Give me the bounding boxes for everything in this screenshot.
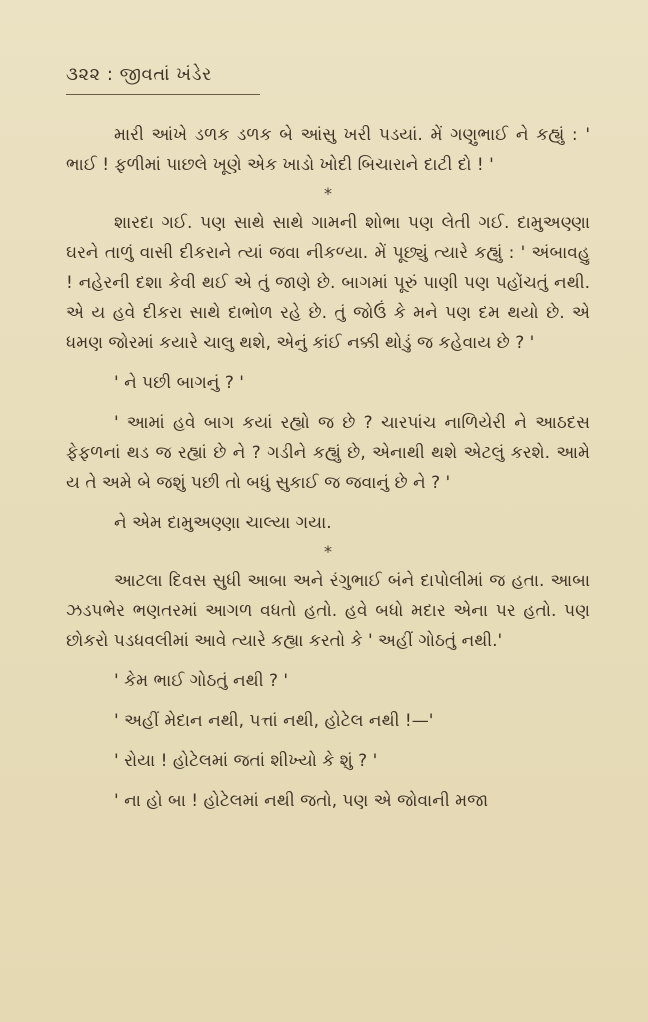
paragraph: શારદા ગઈ. પણ સાથે સાથે ગામની શોભા પણ લેતી ગઈ. દામુઅણ્ણા ઘરને તાળું વાસી દીકરાને ત્યાં જવા નીકળ્યા. મેં પૂછ્યું ત્યારે કહ્યું : ' અંબાવહુ ! નહેરની દશા કેવી થઈ એ તું જાણે છે. બાગમાં પૂરું પાણી પણ પહોંચતું નથી. એ ય હવે દીકરા સાથે દાભોળ રહે છે. તું જોઉં કે મને પણ દમ થયો છે. એ ધમણ જોરમાં કયારે ચાલુ થશે, એનું કાંઈ નક્કી થોડું જ કહેવાય છે ? ' xyxy=(66,213,590,353)
paragraph-gap xyxy=(66,736,590,746)
section-divider: * xyxy=(324,542,332,561)
section-divider: * xyxy=(324,184,332,203)
chapter-title: જીવતાં ખંડેર xyxy=(119,64,212,85)
paragraph-gap xyxy=(66,398,590,408)
paragraph: ' આમાં હવે બાગ કયાં રહ્યો જ છે ? ચારપાંચ નાળિયેરી ને આઠદસ ફેફળનાં થડ જ રહ્યાં છે ને ? ગડીને કહ્યું છે, એનાથી થશે એટલું કરશે. આમે ય તે અમે બે જશું પછી તો બધું સુકાઈ જ જવાનું છે ને ? ' xyxy=(66,413,590,493)
running-header xyxy=(66,62,266,95)
paragraph: મારી આંખે ડળક ડળક બે આંસુ ખરી પડયાં. મેં ગણુભાઈ ને કહ્યું : ' ભાઈ ! ફળીમાં પાછલે ખૂણે એક ખાડો ખોદી બિચારાને દાટી દો ! ' xyxy=(66,125,590,175)
paragraph-gap xyxy=(66,776,590,786)
paragraph: ' કેમ ભાઈ ગોઠતું નથી ? ' xyxy=(114,671,289,691)
header-line xyxy=(66,62,266,88)
paragraph-gap xyxy=(66,696,590,706)
paragraph: ' ના હો બા ! હોટેલમાં નથી જતો, પણ એ જોવાની મજા xyxy=(114,791,489,811)
paragraph: ' ને પછી બાગનું ? ' xyxy=(114,373,244,393)
page-number: ૩૨૨ xyxy=(66,64,101,85)
paragraph-gap xyxy=(66,498,590,508)
header-separator: : xyxy=(106,64,114,85)
paragraph: ' રોયા ! હોટેલમાં જતાં શીખ્યો કે શું ? ' xyxy=(114,751,378,771)
paragraph: ને એમ દામુઅણ્ણા ચાલ્યા ગયા. xyxy=(114,513,332,533)
paragraph: ' અહીં મેદાન નથી, પત્તાં નથી, હોટેલ નથી !—' xyxy=(114,711,434,731)
page-body xyxy=(66,120,590,816)
paragraph-gap xyxy=(66,656,590,666)
paragraph-gap xyxy=(66,358,590,368)
paragraph: આટલા દિવસ સુધી આબા અને રંગુભાઈ બંને દાપોલીમાં જ હતા. આબા ઝડપભેર ભણતરમાં આગળ વધતો હતો. હવે બધો મદાર એના પર હતો. પણ છોકરો પડધવલીમાં આવે ત્યારે કહ્યા કરતો કે ' અહીં ગોઠતું નથી.' xyxy=(66,571,590,651)
header-rule xyxy=(66,94,260,95)
